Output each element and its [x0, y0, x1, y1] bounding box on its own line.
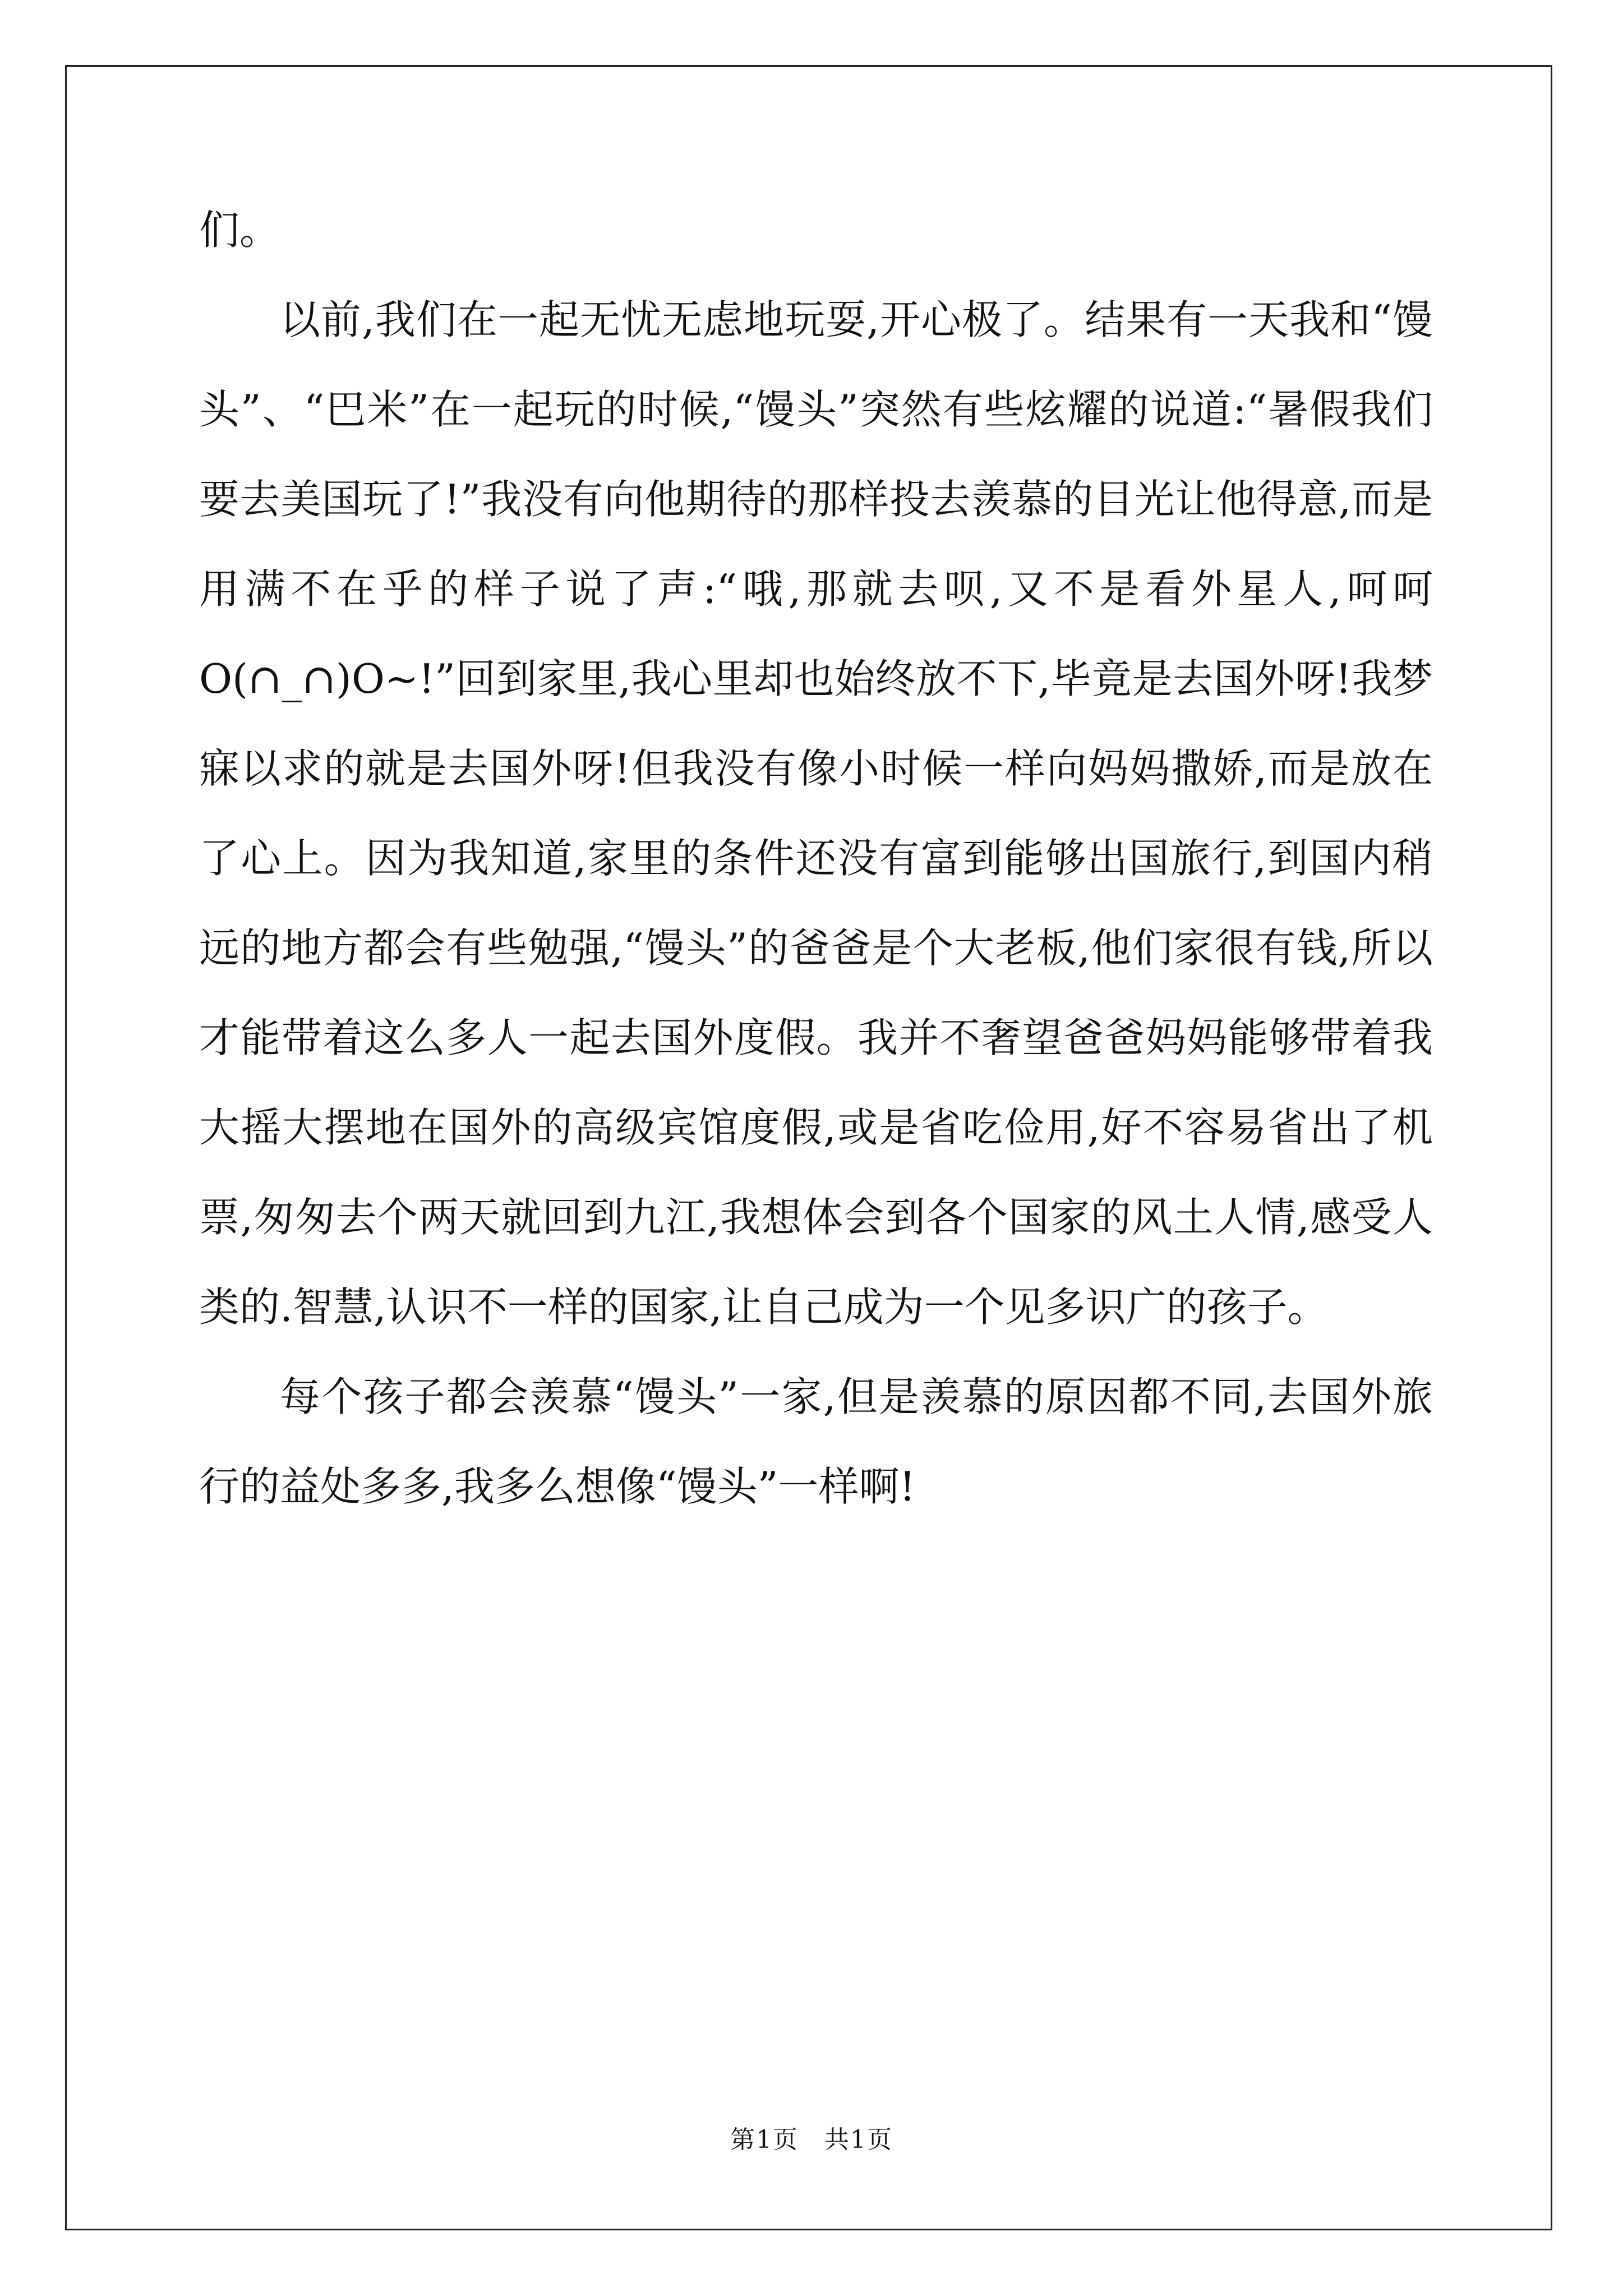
document-body [199, 185, 1433, 1531]
paragraph-continuation: 们。 [199, 206, 280, 254]
page-number-footer: 第1页 共1页 [730, 2125, 893, 2154]
paragraph: 每个孩子都会羡慕“馒头”一家,但是羡慕的原因都不同,去国外旅行的益处多多,我多么想像“馒头”一样啊! [199, 1373, 1433, 1510]
paragraph: 以前,我们在一起无忧无虑地玩耍,开心极了。结果有一天我和“馒头”、“巴米”在一起玩的时候,“馒头”突然有些炫耀的说道:“暑假我们要去美国玩了!”我没有向他期待的那样投去羡慕的目光让他得意,而是用满不在乎的样子说了声:“哦,那就去呗,又不是看外星人,呵呵O(∩_∩)O~!”回到家里,我心里却也始终放不下,毕竟是去国外呀!我梦寐以求的就是去国外呀!但我没有像小时候一样向妈妈撒娇,而是放在了心上。因为我知道,家里的条件还没有富到能够出国旅行,到国内稍远的地方都会有些勉强,“馒头”的爸爸是个大老板,他们家很有钱,所以才能带着这么多人一起去国外度假。我并不奢望爸爸妈妈能够带着我大摇大摆地在国外的高级宾馆度假,或是省吃俭用,好不容易省出了机票,匆匆去个两天就回到九江,我想体会到各个国家的风土人情,感受人类的.智慧,认识不一样的国家,让自己成为一个见多识广的孩子。 [199, 296, 1433, 1331]
